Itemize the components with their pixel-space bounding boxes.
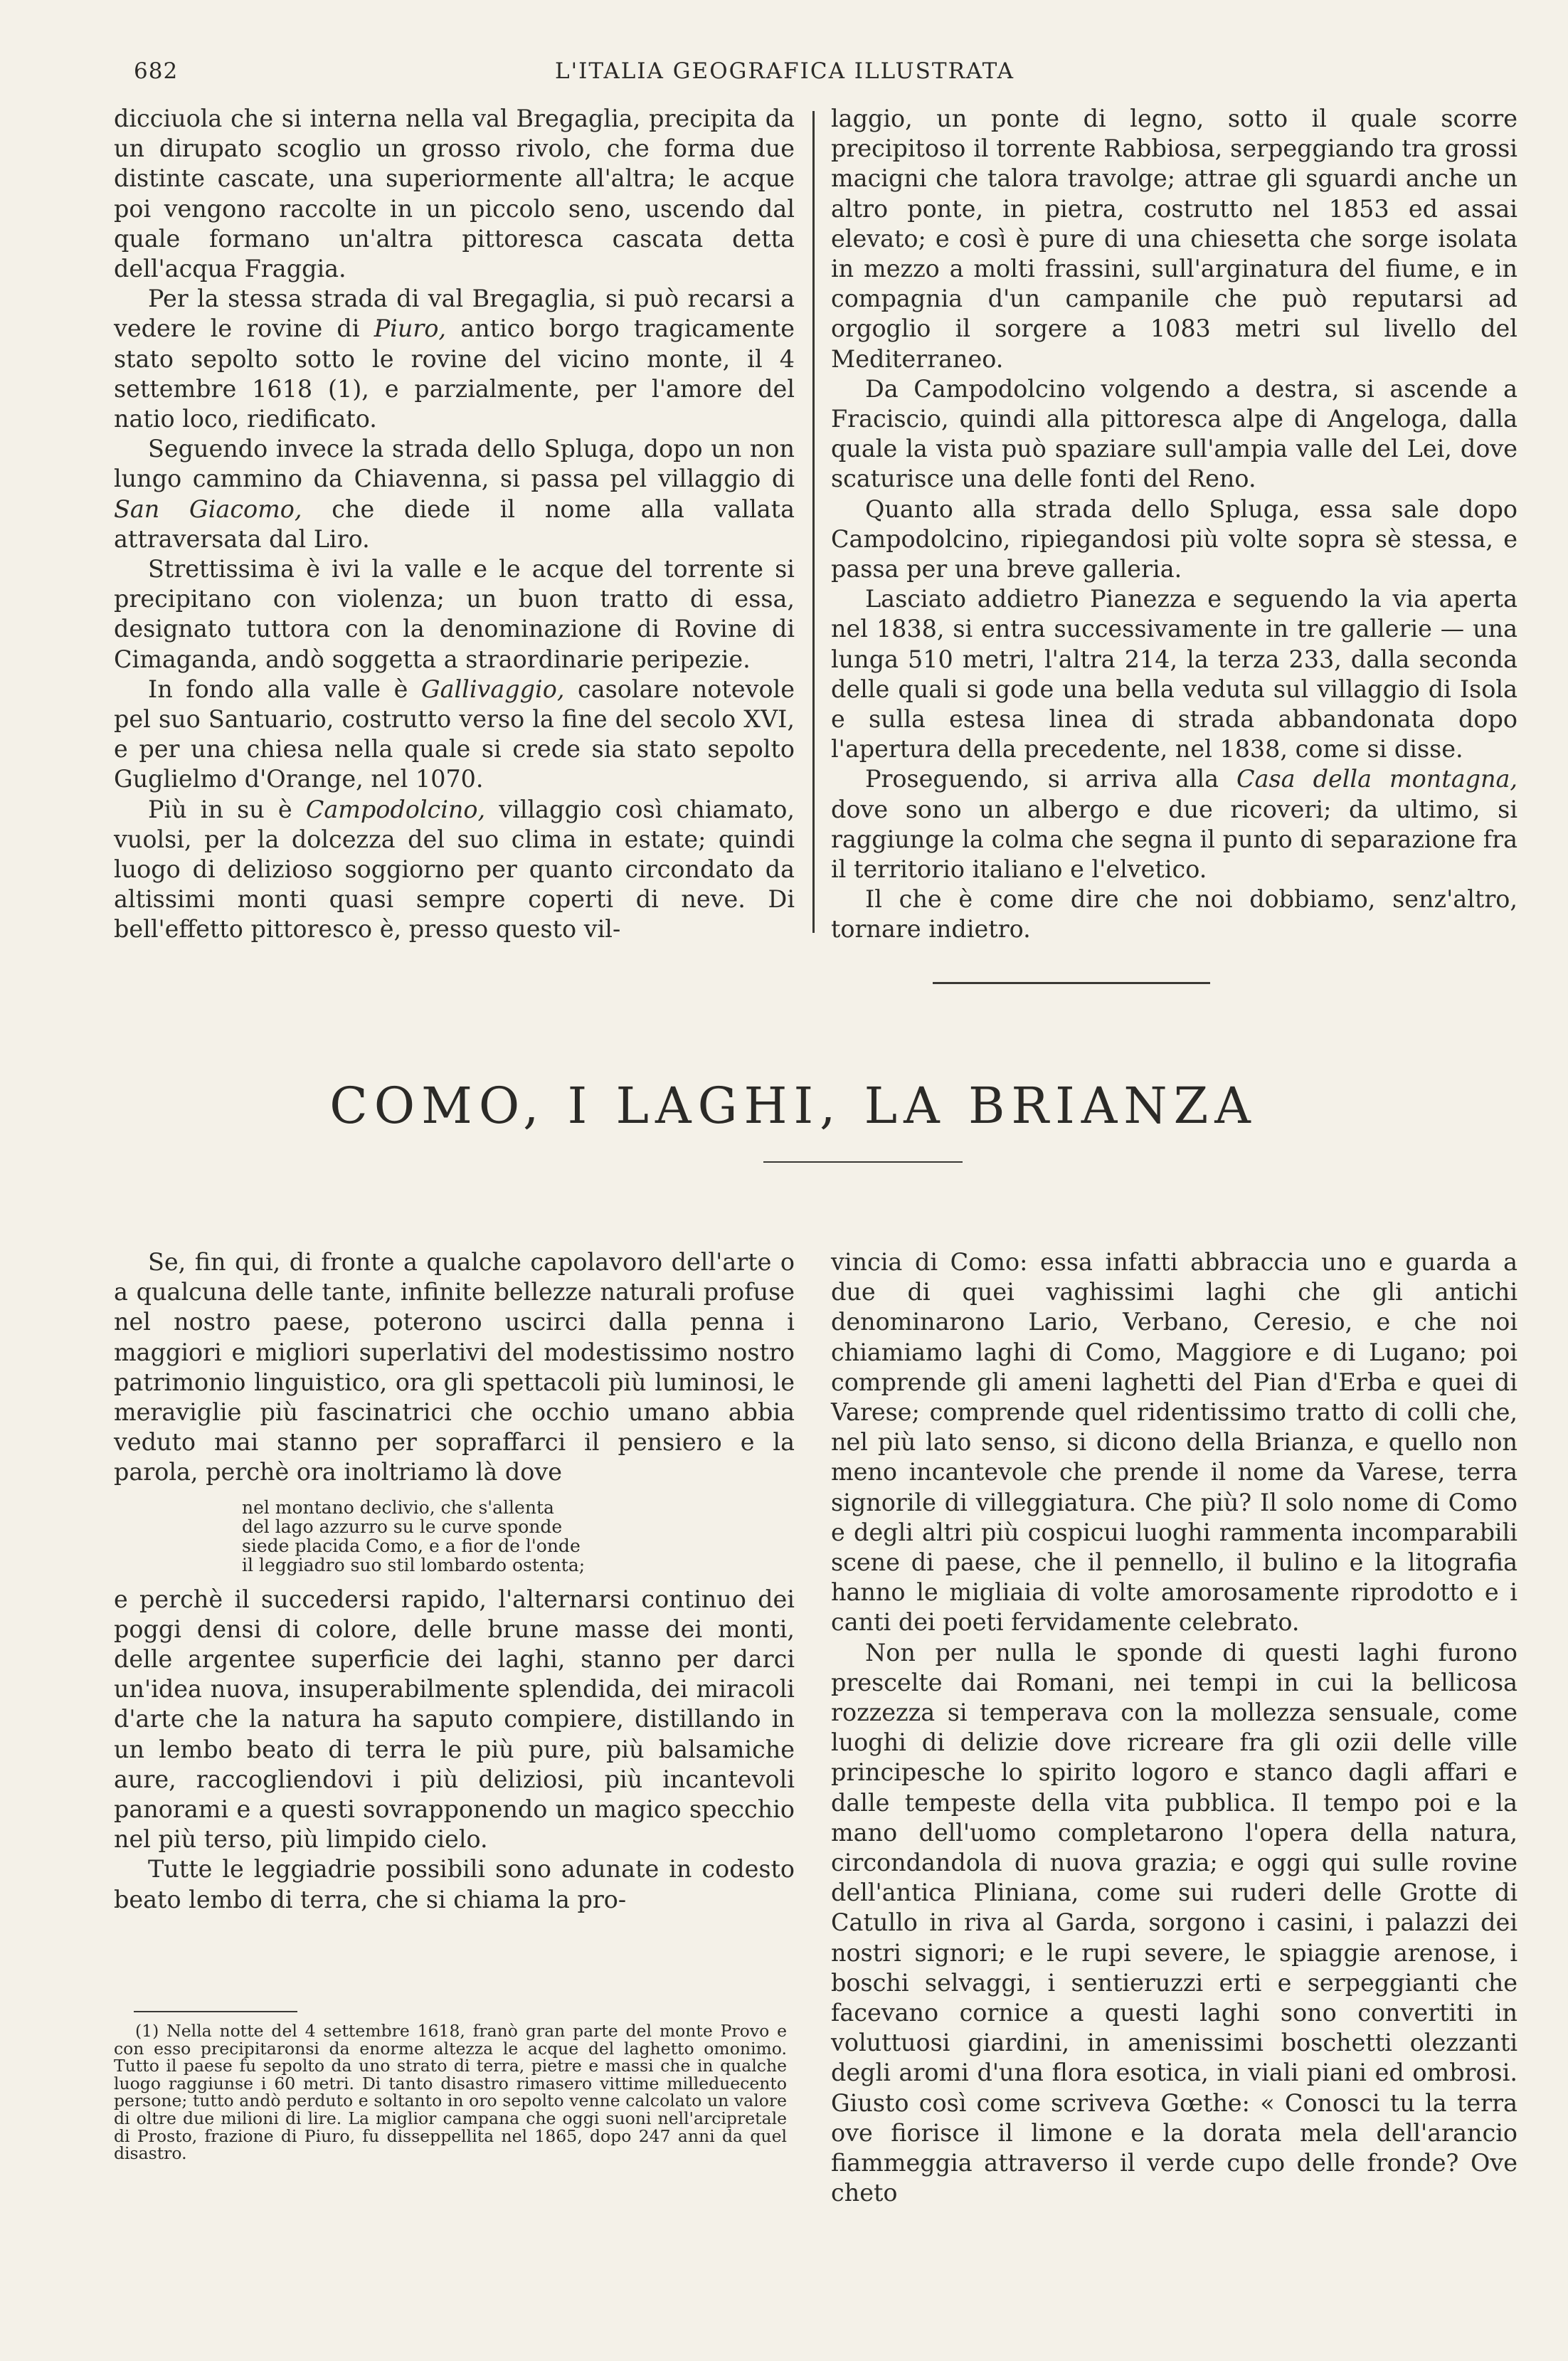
place-name: Piuro, [374,315,447,343]
section-rule-top [933,982,1210,984]
paragraph: Proseguendo, si arriva alla Casa della montagna, dove sono un albergo e due ricoveri; da ultimo, si raggiunge la colma che segna il punto di separazione fra il territorio italiano e l'elvetico. [831,765,1517,884]
paragraph: Lasciato addietro Pianezza e seguendo la via aperta nel 1838, si entra successivamente in tre gallerie — una lunga 510 metri, l'altra 214, la terza 233, dalla seconda delle quali si gode una bella veduta sul villaggio di Isola e sulla estesa linea di strada abbandonata dopo l'apertura della precedente, nel 1838, come si disse. [831,585,1517,764]
paragraph: Non per nulla le sponde di questi laghi furono prescelte dai Romani, nei tempi in cui la bellicosa rozzezza si temperava con la mollezza sensuale, come luoghi di delizie dove ricreare fra gli ozii delle ville principesche lo spirito logoro e stanco dagli affari e dalle tempeste della vita pubblica. Il tempo poi e la mano dell'uomo completarono l'opera della natura, circondandola di nuova grazia; e oggi qui sulle rovine dell'antica Pliniana, come sui ruderi delle Grotte di Catullo in riva al Garda, sorgono i casini, i palazzi dei nostri signori; e le rupi severe, le spiaggie arenose, i boschi selvaggi, i sentieruzzi erti e serpeggianti che facevano cornice a questi laghi sono convertiti in voluttuosi giardini, in amenissimi boschetti olezzanti degli aromi d'una flora esotica, in viali piani ed ombrosi. Giusto così come scriveva Gœthe: « Conosci tu la terra ove fiorisce il limone e la dorata mela dell'arancio fiammeggia attraverso il verde cupo delle fronde? Ove cheto [831,1638,1517,2207]
page-number: 682 [134,58,179,84]
running-title: L'ITALIA GEOGRAFICA ILLUSTRATA [555,58,1015,84]
verse-line: siede placida Como, e a fior de l'onde [242,1535,581,1556]
paragraph: Quanto alla strada dello Spluga, essa sale dopo Campodolcino, ripiegandosi più volte sopra sè stessa, e passa per una breve galleria. [831,495,1517,583]
paragraph: Tutte le leggiadrie possibili sono adunate in codesto beato lembo di terra, che si chiama la pro- [114,1855,795,1913]
paragraph: dicciuola che si interna nella val Bregaglia, precipita da un dirupato scoglio un grosso rivolo, che forma due distinte cascate, una superiormente all'altra; le acque poi vengono raccolte in un piccolo seno, uscendo dal quale formano un'altra pittoresca cascata detta dell'acqua Fraggia. [114,105,795,283]
paragraph: vincia di Como: essa infatti abbraccia uno e guarda a due di quei vaghissimi laghi che gli antichi denominarono Lario, Verbano, Ceresio, e che noi chiamiamo laghi di Como, Maggiore e di Lugano; poi comprende gli ameni laghetti del Pian d'Erba e quei di Varese; comprende quel ridentissimo tratto di colli che, nel più lato senso, si dicono della Brianza, e quello non meno incantevole che prende il nome da Varese, terra signorile di villeggiatura. Che più? Il solo nome di Como e degli altri più cospicui luoghi rammenta incomparabili scene di paese, che il pennello, il bulino e la litografia hanno le migliaia di volte amorosamente riprodotto e i canti dei poeti fervidamente celebrato. [831,1248,1517,1637]
paragraph: In fondo alla valle è Gallivaggio, casolare notevole pel suo Santuario, costrutto verso la fine del secolo XVI, e per una chiesa nella quale si crede sia stato sepolto Guglielmo d'Orange, nel 1070. [114,675,795,793]
paragraph: laggio, un ponte di legno, sotto il quale scorre precipitoso il torrente Rabbiosa, serpeggiando tra grossi macigni che talora travolge; attrae gli sguardi anche un altro ponte, in pietra, costrutto nel 1853 ed assai elevato; e così è pure di una chiesetta che sorge isolata in mezzo a molti frassini, sull'arginatura del fiume, e in compagnia d'un campanile che può reputarsi ad orgoglio il sorgere a 1083 metri sul livello del Mediterraneo. [831,105,1517,373]
bottom-left-column [114,1247,795,1915]
place-name: Casa della montagna, [1236,765,1517,793]
section-title: COMO, I LAGHI, LA BRIANZA [329,1076,1257,1135]
verse-line: nel montano declivio, che s'allenta [242,1496,554,1518]
verse-line: del lago azzurro su le curve sponde [242,1516,563,1537]
paragraph: Più in su è Campodolcino, villaggio così chiamato, vuolsi, per la dolcezza del suo clima in estate; quindi luogo di delizioso soggiorno per quanto circondato da altissimi monti quasi sempre coperti di neve. Di bell'effetto pittoresco è, presso questo vil- [114,795,795,944]
top-right-column [831,104,1517,945]
paragraph: Strettissima è ivi la valle e le acque del torrente si precipitano con violenza; un buon tratto di essa, designato tuttora con la denominazione di Rovine di Cimaganda, andò soggetta a straordinarie peripezie. [114,555,795,673]
paragraph: Se, fin qui, di fronte a qualche capolavoro dell'arte o a qualcuna delle tante, infinite bellezze naturali profuse nel nostro paese, poterono uscirci dalla penna i maggiori e migliori superlativi del modestissimo nostro patrimonio linguistico, ora gli spettacoli più luminosi, le meraviglie più fascinatrici che occhio umano abbia veduto mai stanno per sopraffarci il pensiero e la parola, perchè ora inoltriamo là dove [114,1248,795,1486]
verse-quote [242,1498,795,1575]
footnote-rule [134,2011,297,2012]
paragraph: Seguendo invece la strada dello Spluga, dopo un non lungo cammino da Chiavenna, si passa pel villaggio di San Giacomo, che diede il nome alla vallata attraversata dal Liro. [114,435,795,553]
paragraph: e perchè il succedersi rapido, l'alternarsi continuo dei poggi densi di colore, delle brune masse dei monti, delle argentee superficie dei laghi, stanno per darci un'idea nuova, insuperabilmente splendida, dei miracoli d'arte che la natura ha saputo compiere, distillando in un lembo beato di terra le più pure, più balsamiche aure, raccogliendovi i più deliziosi, più incantevoli panorami e a questi sovrapponendo un magico specchio nel più terso, più limpido cielo. [114,1585,795,1854]
column-divider [812,111,815,933]
bottom-right-column [831,1247,1517,2209]
place-name: Campodolcino, [305,795,486,823]
place-name: Gallivaggio, [420,675,565,703]
paragraph: Da Campodolcino volgendo a destra, si ascende a Fraciscio, quindi alla pittoresca alpe di Angeloga, dalla quale la vista può spaziare sull'ampia valle del Lei, dove scaturisce una delle fonti del Reno. [831,374,1517,493]
verse-line: il leggiadro suo stil lombardo ostenta; [242,1554,586,1575]
footnote-text: (1) Nella notte del 4 settembre 1618, franò gran parte del monte Provo e con esso precipitaronsi da enorme altezza le acque del laghetto omonimo. Tutto il paese fu sepolto da uno strato di terra, pietre e massi che in qualche luogo raggiunse i 60 metri. Di tanto disastro rimasero vittime milleduecento persone; tutto andò perduto e soltanto in oro sepolto venne calcolato un valore di oltre due milioni di lire. La miglior campana che oggi suoni nell'arcipretale di Prosto, frazione di Piuro, fu disseppellita nel 1865, dopo 247 anni da quel disastro. [114,2021,787,2164]
place-name: San Giacomo, [114,495,302,523]
paragraph: Il che è come dire che noi dobbiamo, senz'altro, tornare indietro. [831,885,1517,944]
page-header [134,58,1436,94]
paragraph: Per la stessa strada di val Bregaglia, si può recarsi a vedere le rovine di Piuro, antico borgo tragicamente stato sepolto sotto le rovine del vicino monte, il 4 settembre 1618 (1), e parzialmente, per l'amore del natio loco, riedificato. [114,285,795,433]
footnote [114,2022,787,2162]
top-left-column [114,104,795,945]
section-rule-bottom [763,1161,963,1163]
